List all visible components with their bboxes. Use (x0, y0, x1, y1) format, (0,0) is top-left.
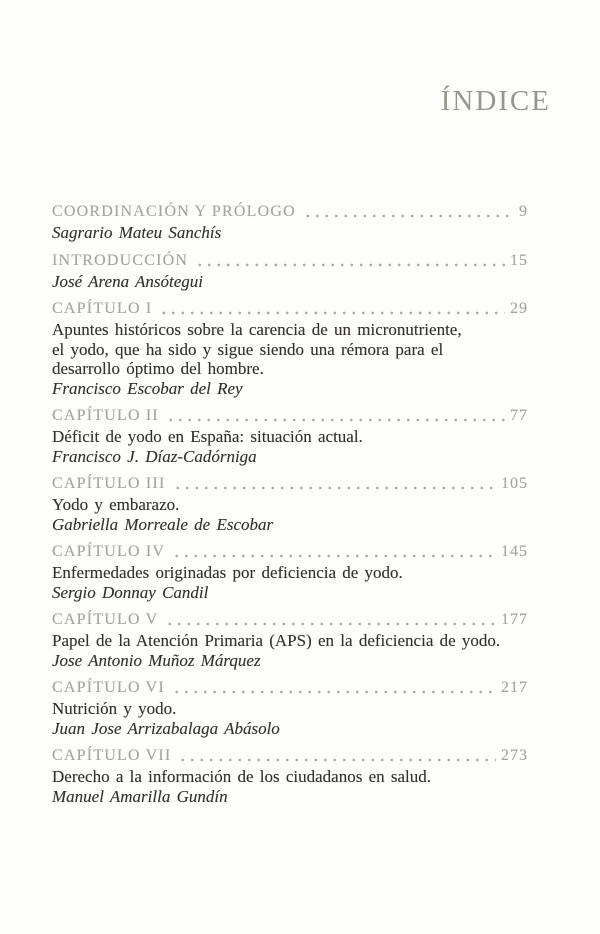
toc-heading-row (52, 747, 528, 765)
toc-heading: CAPÍTULO III (52, 475, 166, 492)
toc-description-line: Déficit de yodo en España: situación actual. (52, 427, 363, 446)
toc-heading-row (52, 679, 528, 697)
toc-page-number: 273 (501, 747, 528, 764)
dot-leader (166, 418, 505, 422)
toc-heading-row (52, 475, 528, 493)
toc-page-number: 15 (510, 251, 528, 269)
toc-heading-row (52, 252, 528, 270)
toc-author: Francisco J. Díaz-Cadórniga (52, 446, 257, 466)
toc-author: José Arena Ansótegui (52, 271, 203, 291)
toc-entry (52, 300, 528, 398)
toc-author: Manuel Amarilla Gundín (52, 786, 228, 806)
toc-heading-row (52, 543, 528, 561)
toc-entry (52, 543, 528, 602)
toc-heading-row (52, 203, 528, 221)
toc-description-line: Derecho a la información de los ciudadanos en salud. (52, 767, 432, 786)
toc-heading: INTRODUCCIÓN (52, 251, 189, 269)
toc-description (52, 495, 528, 515)
page-title: ÍNDICE (440, 85, 551, 117)
toc-page-number: 29 (510, 300, 528, 317)
toc-heading: CAPÍTULO VII (52, 747, 172, 764)
toc-entry (52, 475, 528, 534)
table-of-contents (52, 203, 528, 806)
toc-entry (52, 407, 528, 466)
toc-description (52, 563, 528, 583)
dot-leader (195, 263, 505, 267)
dot-leader (173, 486, 497, 490)
toc-page-number: 145 (501, 543, 528, 560)
toc-heading-row (52, 611, 528, 629)
dot-leader (178, 758, 496, 762)
toc-heading: CAPÍTULO V (52, 611, 159, 628)
toc-entry (52, 747, 528, 806)
toc-heading: CAPÍTULO VI (52, 679, 165, 696)
toc-author: Sagrario Mateu Sanchís (52, 223, 222, 242)
toc-description (52, 767, 528, 787)
toc-author: Jose Antonio Muñoz Márquez (52, 650, 261, 670)
dot-leader (165, 622, 496, 626)
toc-page-number: 77 (510, 407, 528, 424)
toc-page-number: 217 (501, 679, 528, 696)
toc-description-line: Papel de la Atención Primaria (APS) en la deficiencia de yodo. (52, 631, 501, 650)
toc-heading: CAPÍTULO I (52, 300, 153, 317)
toc-description-line: Apuntes históricos sobre la carencia de un micronutriente, (52, 320, 462, 339)
toc-entry (52, 611, 528, 670)
toc-page-number: 9 (519, 203, 528, 220)
dot-leader (159, 311, 505, 315)
toc-description-line: el yodo, que ha sido y sigue siendo una rémora para el (52, 339, 444, 359)
toc-page-number: 177 (501, 611, 528, 628)
toc-author: Gabriella Morreale de Escobar (52, 514, 274, 534)
toc-description-line: Yodo y embarazo. (52, 495, 180, 514)
toc-heading-row (52, 300, 528, 318)
toc-heading: CAPÍTULO IV (52, 543, 166, 560)
toc-entry (52, 252, 528, 292)
dot-leader (303, 214, 514, 218)
toc-description (52, 427, 528, 447)
scanned-book-page (0, 85, 600, 934)
dot-leader (172, 554, 496, 558)
toc-description-line: desarrollo óptimo del hombre. (52, 359, 264, 378)
toc-heading: CAPÍTULO II (52, 407, 159, 424)
dot-leader (172, 690, 496, 694)
toc-author: Francisco Escobar del Rey (52, 378, 243, 398)
toc-entry (52, 203, 528, 243)
toc-heading: COORDINACIÓN Y PRÓLOGO (52, 203, 296, 220)
toc-description-line: Enfermedades originadas por deficiencia de yodo. (52, 563, 403, 582)
toc-description (52, 631, 528, 651)
toc-author: Sergio Donnay Candil (52, 582, 209, 602)
toc-description (52, 320, 528, 379)
toc-author: Juan Jose Arrizabalaga Abásolo (52, 718, 280, 738)
toc-heading-row (52, 407, 528, 425)
toc-entry (52, 679, 528, 738)
toc-description (52, 699, 528, 719)
toc-description-line: Nutrición y yodo. (52, 699, 177, 718)
toc-page-number: 105 (501, 475, 528, 492)
